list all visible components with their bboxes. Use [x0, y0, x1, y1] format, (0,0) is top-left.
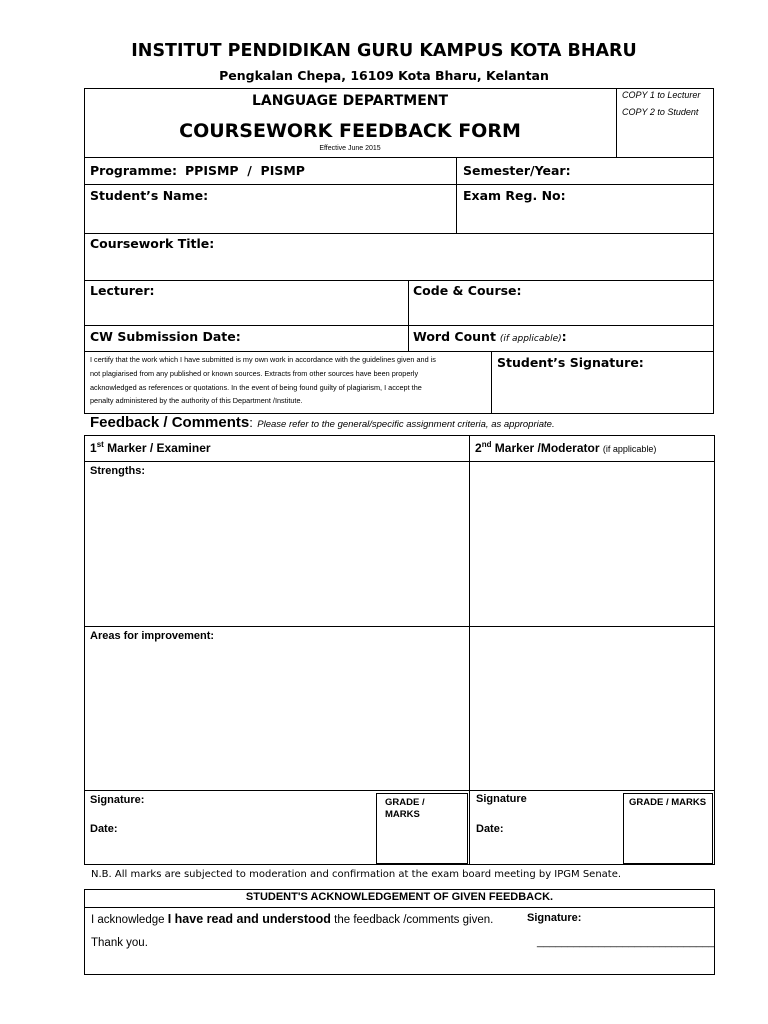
- word-count-note: (if applicable): [499, 334, 562, 344]
- thank-you-text: Thank you.: [91, 937, 148, 949]
- feedback-column-divider: [469, 435, 470, 865]
- ack-bold: I have read and understood: [167, 912, 331, 926]
- rule-6: [84, 351, 714, 352]
- student-name-label: Student’s Name:: [90, 188, 209, 203]
- feedback-heading-row: Feedback / Comments: Please refer to the general/specific assignment criteria, as appropriate.: [90, 414, 555, 431]
- acknowledgement-rule: [84, 907, 715, 908]
- acknowledgement-heading: STUDENT'S ACKNOWLEDGEMENT OF GIVEN FEEDBACK.: [245, 891, 554, 903]
- programme-options[interactable]: PPISMP / PISMP: [185, 163, 305, 178]
- second-marker-heading: [475, 440, 656, 455]
- marker2-grade-label: GRADE / MARKS: [629, 797, 707, 808]
- institution-address: Pengkalan Chepa, 16109 Kota Bharu, Kelantan: [219, 68, 549, 83]
- copy-box-divider: [616, 88, 617, 157]
- first-marker-heading: [90, 440, 211, 455]
- first-marker-label: Marker / Examiner: [103, 441, 211, 455]
- declaration-line-2: not plagiarised from any published or known sources. Extracts from other sources have been properly: [90, 369, 419, 378]
- first-marker-suffix: st: [96, 440, 104, 449]
- semester-year-label: Semester/Year:: [463, 163, 571, 178]
- marker1-date-label: Date:: [90, 823, 118, 835]
- moderation-note: N.B. All marks are subjected to moderation and confirmation at the exam board meeting by IPGM Senate.: [91, 869, 622, 880]
- divider-code: [408, 280, 409, 351]
- rule-5: [84, 325, 714, 326]
- word-count-colon: :: [561, 329, 567, 344]
- feedback-mid-rule: [84, 626, 715, 627]
- second-marker-note: (if applicable): [602, 444, 657, 454]
- copy2-text: COPY 2 to Student: [622, 107, 699, 117]
- programme-label: Programme:: [90, 163, 177, 178]
- second-marker-number: 2: [475, 441, 482, 455]
- feedback-header-rule: [84, 461, 715, 462]
- department-name: LANGUAGE DEPARTMENT: [251, 93, 449, 109]
- rule-3: [84, 233, 714, 234]
- student-signature-label: Student’s Signature:: [497, 355, 644, 370]
- lecturer-label: Lecturer:: [90, 283, 155, 298]
- feedback-bottom-rule: [84, 790, 715, 791]
- first-marker-number: 1: [90, 441, 97, 455]
- code-course-label: Code & Course:: [413, 283, 522, 298]
- marker2-signature-label: Signature: [476, 793, 527, 805]
- strengths-label: Strengths:: [90, 465, 145, 477]
- acknowledgement-signature-label: Signature:: [527, 912, 582, 924]
- ack-suffix: the feedback /comments given.: [330, 914, 494, 926]
- marker1-grade-line1: GRADE /: [385, 797, 425, 808]
- feedback-heading: Feedback / Comments: [90, 414, 250, 431]
- acknowledgement-statement: [91, 912, 493, 926]
- coursework-title-label: Coursework Title:: [90, 236, 215, 251]
- second-marker-suffix: nd: [481, 440, 492, 449]
- copy1-text: COPY 1 to Lecturer: [622, 90, 701, 100]
- second-marker-label: Marker /Moderator: [491, 441, 600, 455]
- effective-date: Effective June 2015: [319, 145, 381, 152]
- acknowledgement-signature-line[interactable]: _____________________________: [537, 936, 715, 948]
- cw-submission-label: CW Submission Date:: [90, 329, 241, 344]
- word-count-text: Word Count: [413, 329, 496, 344]
- word-count-label: [413, 329, 567, 344]
- divider-signature: [491, 351, 492, 414]
- declaration-line-1: I certify that the work which I have submitted is my own work in accordance with the guidelines given and is: [90, 355, 436, 364]
- institution-name: INSTITUT PENDIDIKAN GURU KAMPUS KOTA BHARU: [131, 41, 637, 61]
- marker2-date-label: Date:: [476, 823, 504, 835]
- divider-semester: [456, 157, 457, 233]
- ack-prefix: I acknowledge: [91, 914, 168, 926]
- declaration-line-3: acknowledged as references or quotations. In the event of being found guilty of plagiarism, I accept the: [90, 383, 422, 392]
- declaration-line-4: penalty administered by the authority of this Department /Institute.: [90, 396, 303, 405]
- rule-4: [84, 280, 714, 281]
- rule-1: [84, 157, 714, 158]
- marker1-signature-label: Signature:: [90, 794, 145, 806]
- marker1-grade-line2: MARKS: [385, 809, 420, 820]
- form-title: COURSEWORK FEEDBACK FORM: [179, 120, 521, 142]
- feedback-instruction: Please refer to the general/specific assignment criteria, as appropriate.: [257, 419, 555, 430]
- exam-reg-label: Exam Reg. No:: [463, 188, 566, 203]
- rule-2: [84, 184, 714, 185]
- improvement-label: Areas for improvement:: [90, 630, 215, 642]
